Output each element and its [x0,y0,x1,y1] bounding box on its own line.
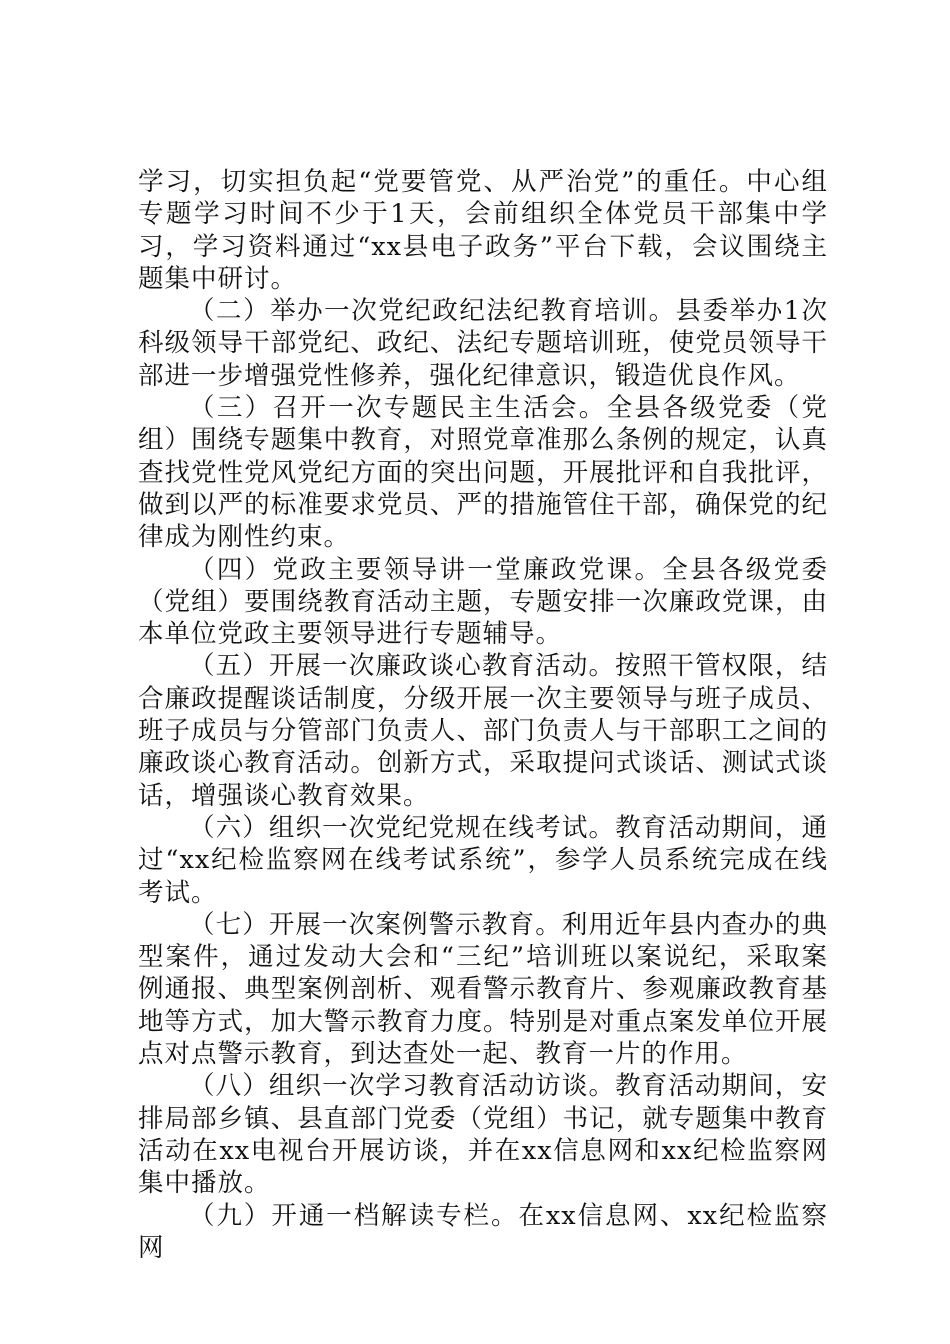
paragraph-item-4: （四）党政主要领导讲一堂廉政党课。全县各级党委（党组）要围绕教育活动主题，专题安排一次廉政党课，由本单位党政主要领导进行专题辅导。 [138,554,828,650]
paragraph-study-continuation: 学习，切实担负起“党要管党、从严治党”的重任。中心组专题学习时间不少于1天，会前组织全体党员干部集中学习，学习资料通过“xx县电子政务”平台下载，会议围绕主题集中研讨。 [138,167,828,294]
paragraph-item-5: （五）开展一次廉政谈心教育活动。按照干管权限，结合廉政提醒谈话制度，分级开展一次主要领导与班子成员、班子成员与分管部门负责人、部门负责人与干部职工之间的廉政谈心教育活动。创新方式，采取提问式谈话、测试式谈话，增强谈心教育效果。 [138,651,828,811]
paragraph-item-7: （七）开展一次案例警示教育。利用近年县内查办的典型案件，通过发动大会和“三纪”培训班以案说纪，采取案例通报、典型案例剖析、观看警示教育片、参观廉政教育基地等方式，加大警示教育力度。特别是对重点案发单位开展点对点警示教育，到达查处一起、教育一片的作用。 [138,909,828,1070]
paragraph-item-2: （二）举办一次党纪政纪法纪教育培训。县委举办1次科级领导干部党纪、政纪、法纪专题培训班，使党员领导干部进一步增强党性修养，强化纪律意识，锻造优良作风。 [138,296,828,391]
paragraph-item-9: （九）开通一档解读专栏。在xx信息网、xx纪检监察网 [138,1200,828,1263]
document-body [138,166,828,1264]
paragraph-item-6: （六）组织一次党纪党规在线考试。教育活动期间，通过“xx纪检监察网在线考试系统”，参学人员系统完成在线考试。 [138,812,828,908]
paragraph-item-3: （三）召开一次专题民主生活会。全县各级党委（党组）围绕专题集中教育，对照党章准那么条例的规定，认真查找党性党风党纪方面的突出问题，开展批评和自我批评，做到以严的标准要求党员、严的措施管住干部，确保党的纪律成为刚性约束。 [138,393,828,553]
paragraph-item-8: （八）组织一次学习教育活动访谈。教育活动期间，安排局部乡镇、县直部门党委（党组）书记，就专题集中教育活动在xx电视台开展访谈，并在xx信息网和xx纪检监察网集中播放。 [138,1071,828,1199]
